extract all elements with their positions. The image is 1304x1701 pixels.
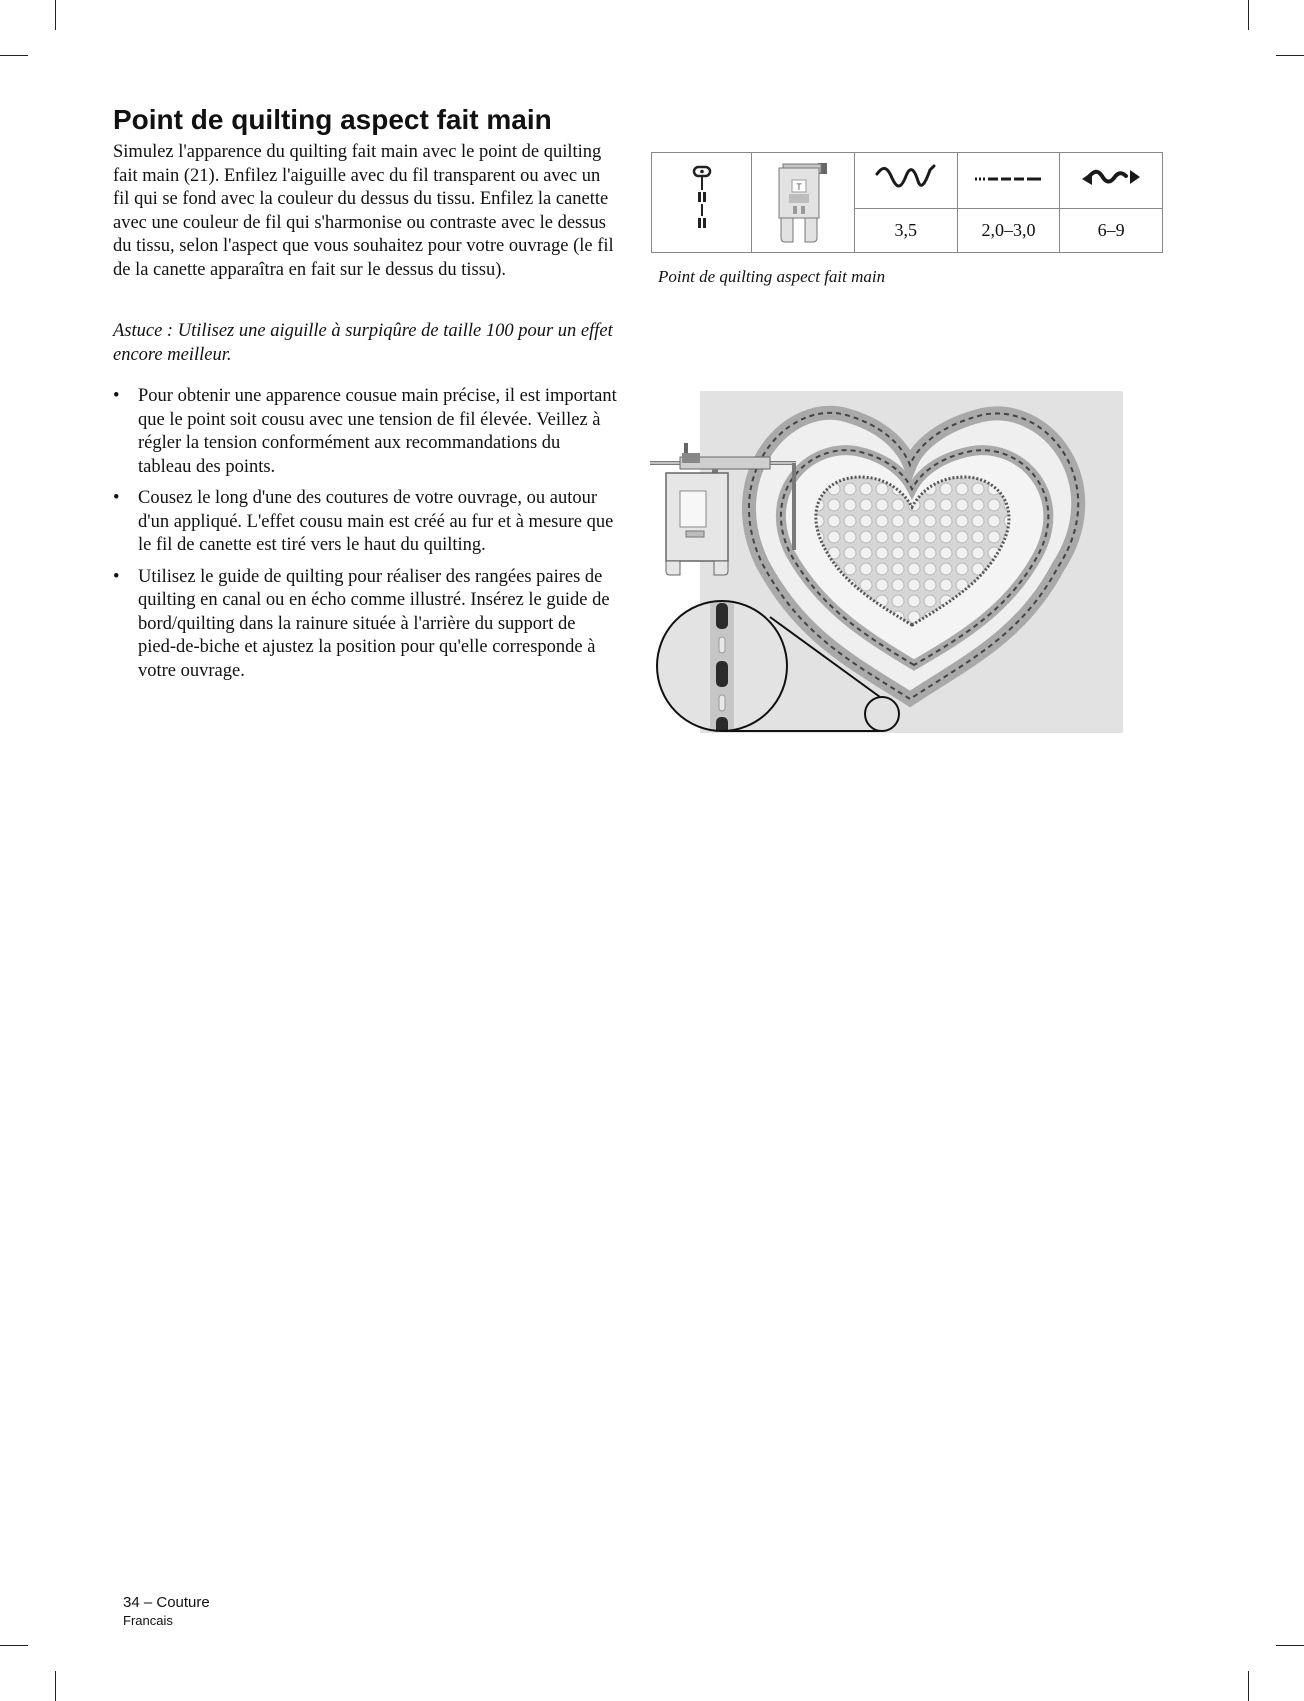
stitch-pattern-cell <box>652 153 752 253</box>
stitch-width-icon-cell <box>1060 153 1163 209</box>
list-item-text: Cousez le long d'une des coutures de votre ouvrage, ou autour d'un appliqué. L'effet cousu main est créé au fur et à mesure que le fil de canette est tiré vers le haut du quilting. <box>138 488 614 555</box>
stitch-length-icon <box>973 172 1043 186</box>
foot-letter: T <box>796 182 802 192</box>
bullet-symbol: • <box>113 566 120 587</box>
page-title: Point de quilting aspect fait main <box>113 104 552 135</box>
quilting-illustration <box>650 385 1126 737</box>
crop-mark <box>55 0 56 30</box>
stitch-length-value: 2,0–3,0 <box>957 209 1060 253</box>
stitch-width-icon <box>1080 166 1142 190</box>
crop-mark <box>0 1645 28 1646</box>
crop-mark <box>0 55 28 56</box>
tension-icon <box>874 164 938 192</box>
stitch-width-value: 6–9 <box>1060 209 1163 253</box>
crop-mark <box>1248 0 1249 30</box>
stitch-settings-table <box>651 152 1163 253</box>
page-footer <box>123 1594 210 1628</box>
list-item <box>113 566 618 684</box>
list-item-text: Utilisez le guide de quilting pour réaliser des rangées paires de quilting en canal ou en écho comme illustré. Insérez le guide de bord/quilting dans la rainure située à l'arrière du support de pied-de-biche et ajustez la position pour qu'elle corresponde à votre ouvrage. <box>138 566 610 681</box>
instruction-list <box>113 385 618 691</box>
bullet-symbol: • <box>113 386 120 406</box>
list-item <box>113 385 618 479</box>
crop-mark <box>55 1671 56 1701</box>
bullet-symbol: • <box>113 488 120 508</box>
crop-mark <box>1276 1645 1304 1646</box>
list-item-text: Pour obtenir une apparence cousue main précise, il est important que le point soit cousu avec une tension de fil élevée. Veillez à régler la tension conformément aux recommandations du tableau des points. <box>138 386 617 477</box>
page-number: 34 – Couture <box>123 1594 210 1611</box>
crop-mark <box>1276 55 1304 56</box>
tension-value: 3,5 <box>854 209 957 253</box>
crop-mark <box>1248 1671 1249 1701</box>
tension-icon-cell <box>854 153 957 209</box>
figure-caption: Point de quilting aspect fait main <box>658 267 886 286</box>
tip-paragraph: Astuce : Utilisez une aiguille à surpiqûre de taille 100 pour un effet encore meilleur. <box>113 321 613 365</box>
list-item <box>113 487 618 558</box>
presser-foot-icon <box>771 156 835 244</box>
stitch-length-icon-cell <box>957 153 1060 209</box>
footer-language: Francais <box>123 1613 173 1628</box>
stitch-pattern-icon <box>690 164 714 236</box>
presser-foot-cell <box>752 153 855 253</box>
intro-paragraph: Simulez l'apparence du quilting fait main avec le point de quilting fait main (21). Enfilez l'aiguille avec du fil transparent ou avec un fil qui se fond avec la couleur du dessus du tissu. Enfilez la canette avec une couleur de fil qui s'harmonise ou contraste avec le dessus du tissu, selon l'aspect que vous souhaitez pour votre ouvrage (le fil de la canette apparaîtra en fait sur le dessus du tissu). <box>113 142 614 280</box>
